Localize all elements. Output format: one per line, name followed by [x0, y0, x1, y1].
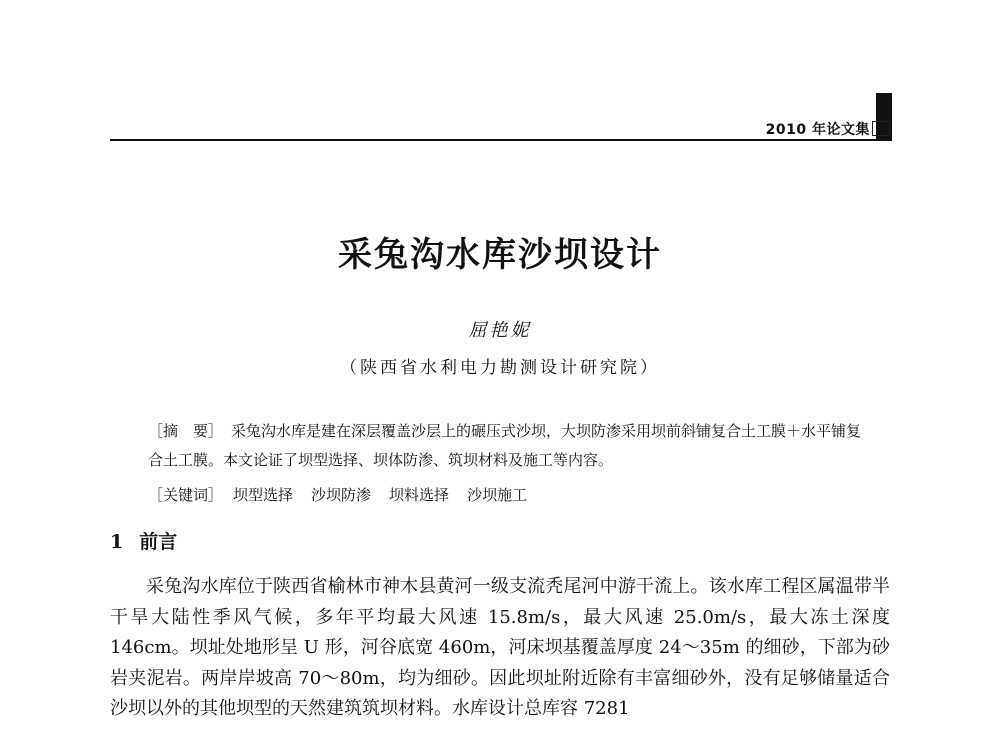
author-affiliation: （陕西省水利电力勘测设计研究院） — [340, 358, 660, 378]
keyword: 坝料选择 — [389, 486, 450, 504]
header-logo-icon — [872, 121, 890, 136]
header-rule — [110, 139, 892, 141]
running-header: 2010 年论文集 — [765, 122, 870, 138]
keywords — [148, 481, 868, 510]
paper-title: 采兔沟水库沙坝设计 — [338, 235, 662, 275]
body-text — [110, 572, 890, 725]
section-number: 1 — [110, 531, 124, 553]
keywords-label: ［关键词］ — [148, 486, 224, 504]
abstract — [148, 417, 868, 475]
section-title: 前言 — [139, 531, 178, 553]
section-heading — [110, 527, 177, 554]
body-paragraph: 采兔沟水库位于陕西省榆林市神木县黄河一级支流秃尾河中游干流上。该水库工程区属温带半干旱大陆性季风气候，多年平均最大风速 15.8m/s，最大风速 25.0m/s，最大冻土深度 146cm。坝址处地形呈 U 形，河谷底宽 460m，河床坝基覆盖厚度 24～35m 的细砂，下部为砂岩夹泥岩。两岸岸坡高 70～80m，均为细砂。因此坝址附近除有丰富细砂外，没有足够储量适合沙坝以外的其他坝型的天然建筑筑坝材料。水库设计总库容 7281 — [110, 576, 890, 719]
keyword: 沙坝防渗 — [311, 486, 372, 504]
keyword: 沙坝施工 — [467, 486, 528, 504]
keyword: 坝型选择 — [233, 486, 294, 504]
abstract-text: 采兔沟水库是建在深层覆盖沙层上的碾压式沙坝，大坝防渗采用坝前斜铺复合土工膜＋水平铺复合土工膜。本文论证了坝型选择、坝体防渗、筑坝材料及施工等内容。 — [148, 422, 862, 469]
abstract-label: ［摘 要］ — [148, 422, 224, 440]
author-name: 屈艳妮 — [468, 320, 532, 341]
